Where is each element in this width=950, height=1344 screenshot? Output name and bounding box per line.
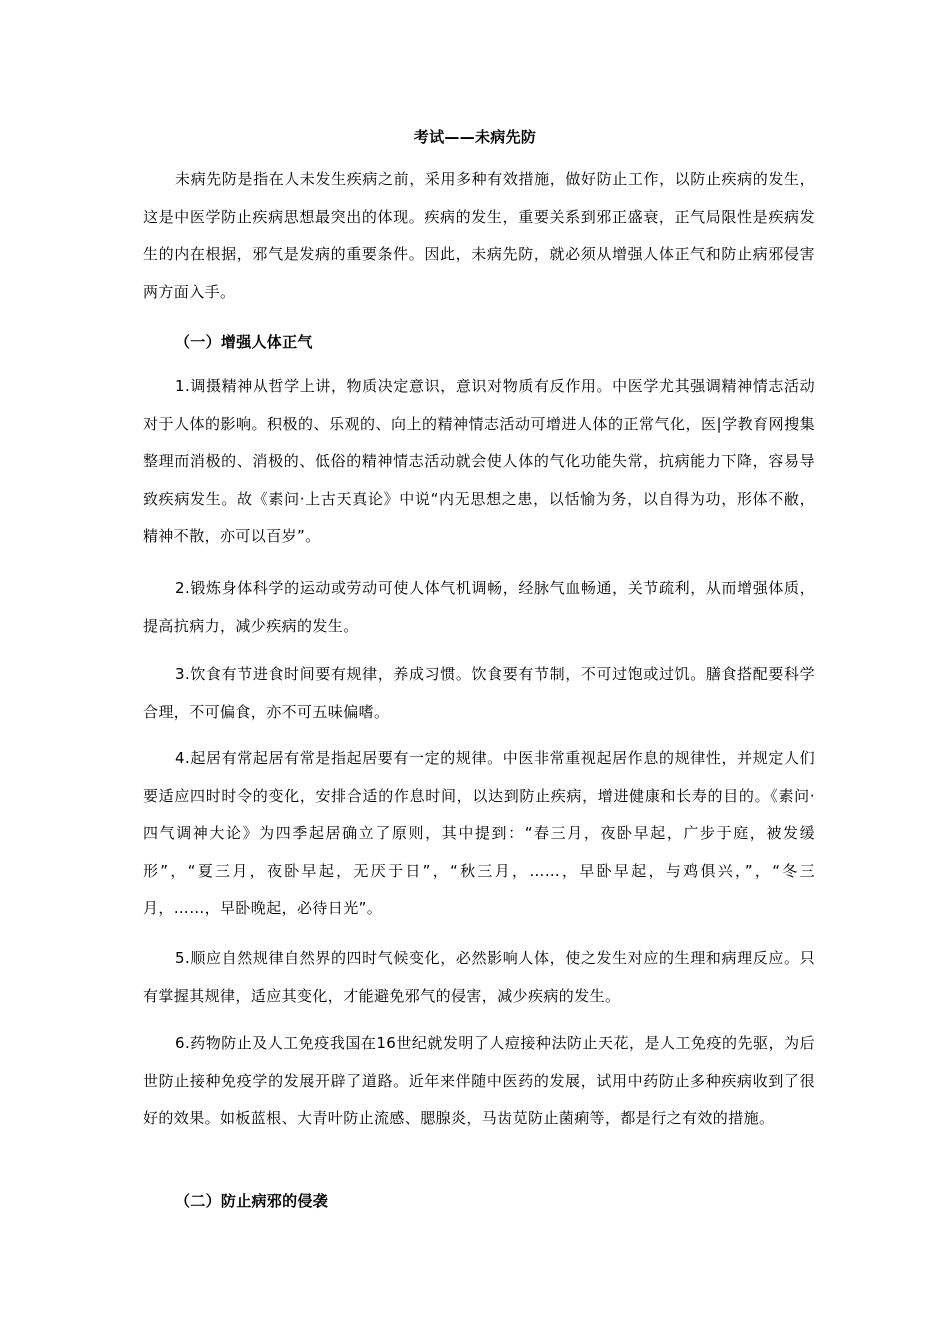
item-number: 5. <box>175 949 191 967</box>
item-text: 起居有常起居有常是指起居要有一定的规律。中医非常重视起居作息的规律性，并规定人们要适应四时时令的变化，安排合适的作息时间，以达到防止疾病，增进健康和长寿的目的。《素问·四气调神大论》为四季起居确立了原则，其中提到：“春三月，夜卧早起，广步于庭，被发缓形”，“夏三月，夜卧早起，无厌于日”，“秋三月，……，早卧早起，与鸡俱兴，”，“冬三月，……，早卧晚起，必待日光”。 <box>143 749 815 917</box>
item-paragraph-4 <box>143 740 815 928</box>
item-paragraph-2 <box>143 570 815 645</box>
item-number: 1. <box>175 377 191 395</box>
item-text: 调摄精神从哲学上讲，物质决定意识，意识对物质有反作用。中医学尤其强调精神情志活动对于人体的影响。积极的、乐观的、向上的精神情志活动可增进人体的正常气化，医|学教育网搜集整理而消极的、消极的、低俗的精神情志活动就会使人体的气化功能失常，抗病能力下降，容易导致疾病发生。故《素问·上古天真论》中说“内无思想之患，以恬愉为务，以自得为功，形体不敝，精神不散，亦可以百岁”。 <box>143 377 815 545</box>
item-number: 4. <box>175 749 191 767</box>
intro-paragraph: 未病先防是指在人未发生疾病之前，采用多种有效措施，做好防止工作，以防止疾病的发生，这是中医学防止疾病思想最突出的体现。疾病的发生，重要关系到邪正盛衰，正气局限性是疾病发生的内在根据，邪气是发病的重要条件。因此，未病先防，就必须从增强人体正气和防止病邪侵害两方面入手。 <box>143 170 815 301</box>
item-paragraph-3 <box>143 656 815 731</box>
item-number: 2. <box>175 579 191 597</box>
item-paragraph-1 <box>143 368 815 556</box>
item-number: 3. <box>175 665 191 683</box>
section-heading-strengthen-qi: （一）增强人体正气 <box>175 333 313 351</box>
item-paragraph-5 <box>143 940 815 1015</box>
item-paragraph-6 <box>143 1025 815 1138</box>
section-heading-prevent-pathogens: （二）防止病邪的侵袭 <box>175 1192 329 1210</box>
item-text: 锻炼身体科学的运动或劳动可使人体气机调畅，经脉气血畅通，关节疏利，从而增强体质，提高抗病力，减少疾病的发生。 <box>143 579 815 635</box>
item-number: 6. <box>175 1034 191 1052</box>
item-text: 顺应自然规律自然界的四时气候变化，必然影响人体，使之发生对应的生理和病理反应。只有掌握其规律，适应其变化，才能避免邪气的侵害，减少疾病的发生。 <box>143 949 815 1005</box>
item-text: 药物防止及人工免疫我国在16世纪就发明了人痘接种法防止天花，是人工免疫的先驱，为后世防止接种免疫学的发展开辟了道路。近年来伴随中医药的发展，试用中药防止多种疾病收到了很好的效果。如板蓝根、大青叶防止流感、腮腺炎，马齿苋防止菌痢等，都是行之有效的措施。 <box>143 1034 815 1127</box>
document-title: 考试——未病先防 <box>413 128 537 146</box>
item-text: 饮食有节进食时间要有规律，养成习惯。饮食要有节制，不可过饱或过饥。膳食搭配要科学合理，不可偏食，亦不可五味偏嗜。 <box>143 665 815 721</box>
